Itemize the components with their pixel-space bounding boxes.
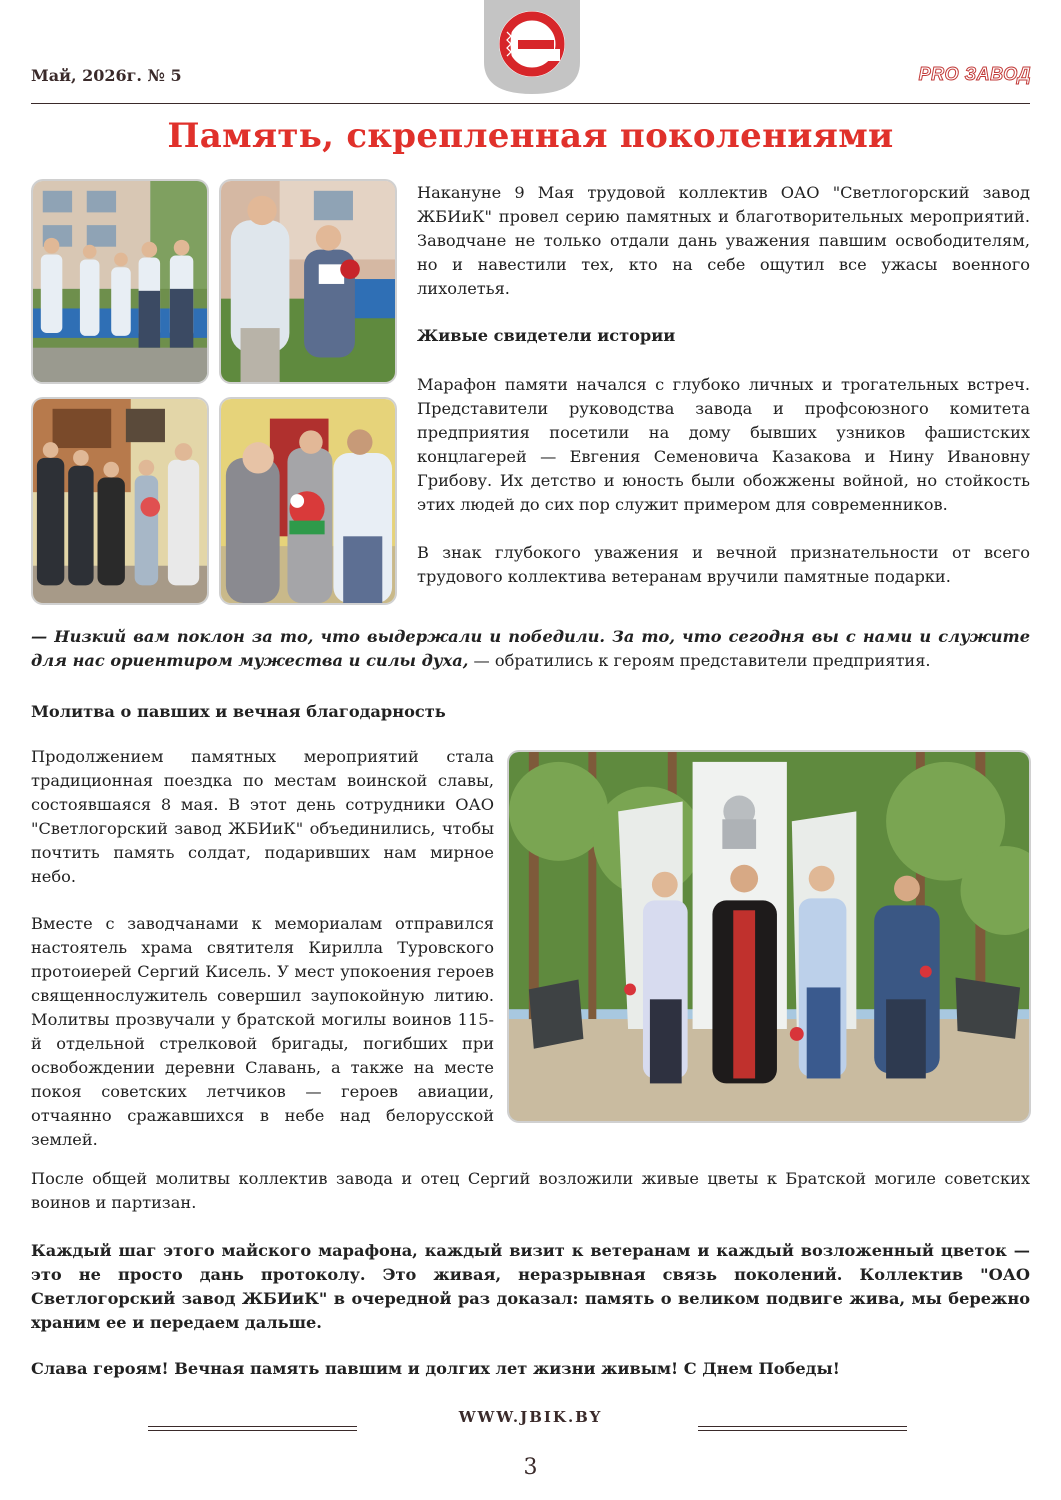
photo-indoor-visit [31, 397, 209, 605]
footer-divider-right [698, 1426, 907, 1431]
witnesses-paragraph-2: В знак глубокого уважения и вечной признательности от всего трудового коллектива ветеранам вручили памятные подарки. [417, 543, 1030, 586]
article-title: Память, скрепленная поколениями [167, 116, 894, 156]
quote-block [31, 625, 1030, 673]
prayer-paragraph-1: Продолжением памятных мероприятий стала традиционная поездка по местам воинской славы, состоявшаяся 8 мая. В этот день сотрудники ОАО "Светлогорский завод ЖБИиК" объединились, чтобы почтить память солдат, подаривших нам мирное небо. [31, 747, 494, 886]
brand-name: PRO ЗАВОД [918, 64, 1031, 84]
website-url: WWW.JBIK.BY [458, 1408, 603, 1426]
header-divider [31, 103, 1030, 104]
closing-slogan: Слава героям! Вечная память павшим и долгих лет жизни живым! С Днем Победы! [31, 1359, 840, 1378]
prayer-paragraph-2: Вместе с заводчанами к мемориалам отправился настоятель храма святителя Кирилла Туровского протоиерей Сергий Кисель. У мест упокоения героев священнослужитель совершил заупокойную литию. Молитвы прозвучали у братской могилы воинов 115-й отдельной стрелковой бригады, погибших при освобождении деревни Славань, а также на месте покоя советских летчиков — героев авиации, отчаянно сражавшихся в небе над белорусской землей. [31, 914, 494, 1149]
closing-paragraph: Каждый шаг этого майского марафона, каждый визит к ветеранам и каждый возложенный цветок — это не просто дань протоколу. Это живая, неразрывная связь поколений. Коллектив "ОАО Светлогорский завод ЖБИиК" в очередной раз доказал: память о великом подвиге жива, мы бережно храним ее и передаем дальше. [31, 1241, 1030, 1332]
footer-divider-left [148, 1426, 357, 1431]
quote-italic: — Низкий вам поклон за то, что выдержали и победили. За то, что сегодня вы с нами и служите для нас ориентиром мужества и силы духа, [31, 627, 1030, 670]
photo-flowers-gift [219, 397, 397, 605]
prayer-paragraph-3: После общей молитвы коллектив завода и отец Сергий возложили живые цветы к Братской могиле советских воинов и партизан. [31, 1169, 1030, 1212]
section-heading-prayer: Молитва о павших и вечная благодарность [31, 702, 446, 721]
photo-group-outdoor [31, 179, 209, 384]
photo-memorial [507, 750, 1031, 1123]
intro-paragraph: Накануне 9 Мая трудовой коллектив ОАО "Светлогорский завод ЖБИиК" провел серию памятных и благотворительных мероприятий. Заводчане не только отдали дань уважения павшим освободителям, но и навестили тех, кто на себе ощутил все ужасы военного лихолетья. [417, 183, 1030, 298]
company-logo [484, 0, 580, 94]
quote-attribution: — обратились к героям представители предприятия. [468, 651, 931, 670]
logo-icon [484, 0, 580, 94]
witnesses-paragraph-1: Марафон памяти начался с глубоко личных и трогательных встреч. Представители руководства завода и профсоюзного комитета предприятия посетили на дому бывших узников фашистских концлагерей — Евгения Семеновича Казакова и Нину Ивановну Грибову. Их детство и юность были обожжены войной, но стойкость этих людей до сих пор служит примером для современников. [417, 375, 1030, 514]
section-heading-witnesses: Живые свидетели истории [417, 326, 676, 345]
photo-veteran-meeting [219, 179, 397, 384]
issue-date: Май, 2026г. № 5 [31, 66, 182, 85]
page-number: 3 [523, 1455, 538, 1480]
